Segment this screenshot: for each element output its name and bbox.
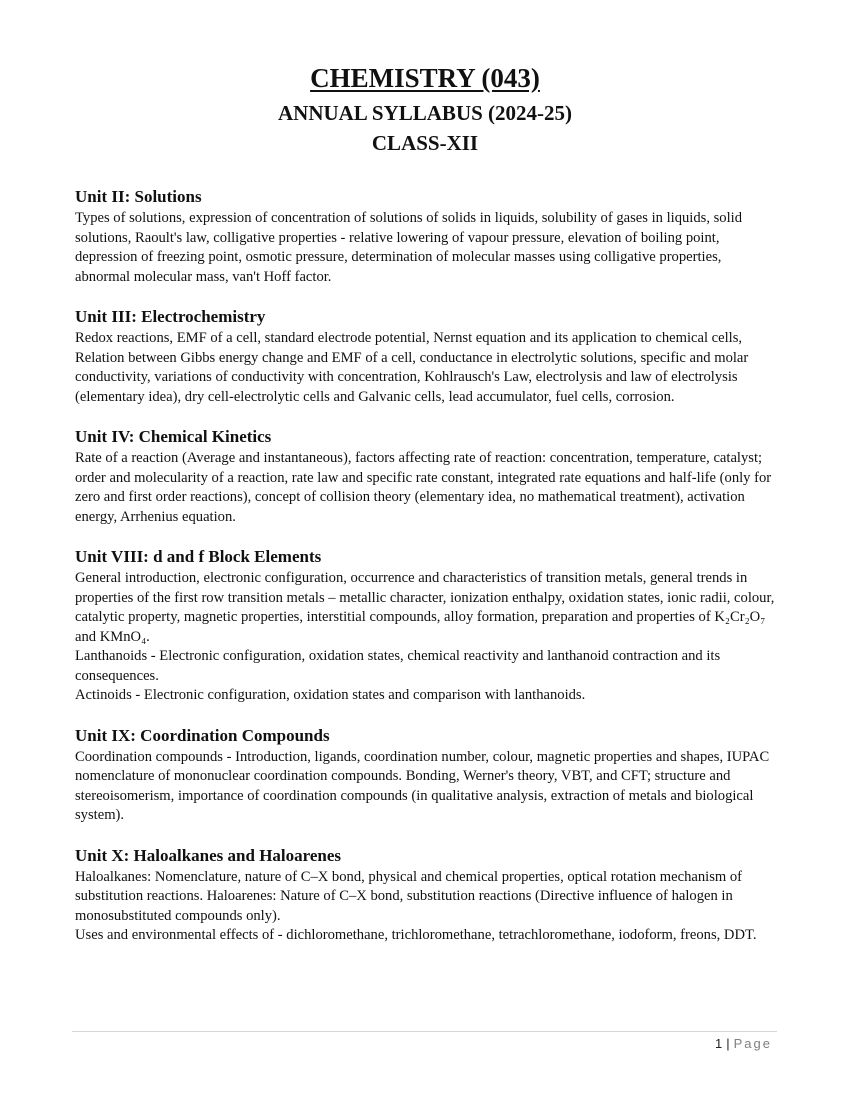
page-footer (715, 1036, 772, 1051)
unit-section (75, 723, 775, 826)
unit-title: Unit IX: Coordination Compounds (75, 725, 330, 745)
unit-description: Types of solutions, expression of concentration of solutions of solids in liquids, solubility of gases in liquids, solid solutions, Raoult's law, colligative properties - relative lowering of vapour pressure, elevation of boiling point, depression of freezing point, osmotic pressure, determination of molecular masses using colligative properties, abnormal molecular mass, van't Hoff factor. (75, 210, 743, 285)
unit-description: Rate of a reaction (Average and instantaneous), factors affecting rate of reaction: concentration, temperature, catalyst; order and molecularity of a reaction, rate law and specific rate constant, integrated rate equations and half-life (only for zero and first order reactions), concept of collision theory (elementary idea, no mathematical treatment), activation energy, Arrhenius equation. (75, 450, 772, 525)
unit-title: Unit VIII: d and f Block Elements (75, 547, 322, 566)
unit-title: Unit III: Electrochemistry (75, 307, 266, 326)
unit-title: Unit II: Solutions (75, 187, 202, 206)
unit-section (75, 184, 775, 287)
unit-title: Unit IV: Chemical Kinetics (75, 427, 272, 446)
unit-description: Actinoids - Electronic configuration, oxidation states and comparison with lanthanoids. (75, 687, 586, 703)
class-label: CLASS-XII (371, 131, 479, 155)
page-number: 1 (715, 1036, 723, 1051)
document-title: CHEMISTRY (043) (310, 63, 540, 93)
unit-title: Unit X: Haloalkanes and Haloarenes (75, 845, 342, 865)
unit-section (75, 304, 775, 407)
unit-description: Coordination compounds - Introduction, ligands, coordination number, colour, magnetic properties and shapes, IUPAC nomenclature of mononuclear coordination compounds. Bonding, Werner's theory, VBT, and CFT; structure and stereoisomerism, importance of coordination compounds (in qualitative analysis, extraction of metals and biological system). (75, 748, 770, 823)
unit-description: Uses and environmental effects of - dichloromethane, trichloromethane, tetrachloromethane, iodoform, freons, DDT. (75, 927, 757, 943)
footer-separator: | (726, 1036, 730, 1051)
footer-divider (72, 1031, 777, 1032)
unit-description: General introduction, electronic configuration, occurrence and characteristics of transition metals, general trends in properties of the first row transition metals – metallic character, ionization enthalpy, oxidation states, ionic radii, colour, catalytic property, magnetic properties, interstitial compounds, alloy formation, preparation and properties of K₂Cr₂O₇ and KMnO₄. (75, 570, 775, 645)
unit-section (75, 424, 775, 527)
unit-section (75, 843, 775, 946)
page-label: Page (733, 1036, 772, 1051)
document-header (0, 60, 850, 158)
unit-description: Lanthanoids - Electronic configuration, oxidation states, chemical reactivity and lanthanoid contraction and its consequences. (75, 648, 721, 684)
unit-description: Redox reactions, EMF of a cell, standard electrode potential, Nernst equation and its application to chemical cells, Relation between Gibbs energy change and EMF of a cell, conductance in electrolytic solutions, specific and molar conductivity, variations of conductivity with concentration, Kohlrausch's Law, electrolysis and law of electrolysis (elementary idea), dry cell-electrolytic cells and Galvanic cells, lead accumulator, fuel cells, corrosion. (75, 330, 749, 405)
syllabus-units (75, 184, 775, 963)
unit-description: Haloalkanes: Nomenclature, nature of C–X bond, physical and chemical properties, optical rotation mechanism of substitution reactions. Haloarenes: Nature of C–X bond, substitution reactions (Directive influence of halogen in monosubstituted compounds only). (75, 868, 743, 924)
unit-section (75, 544, 775, 706)
syllabus-subtitle: ANNUAL SYLLABUS (2024-25) (277, 101, 573, 125)
